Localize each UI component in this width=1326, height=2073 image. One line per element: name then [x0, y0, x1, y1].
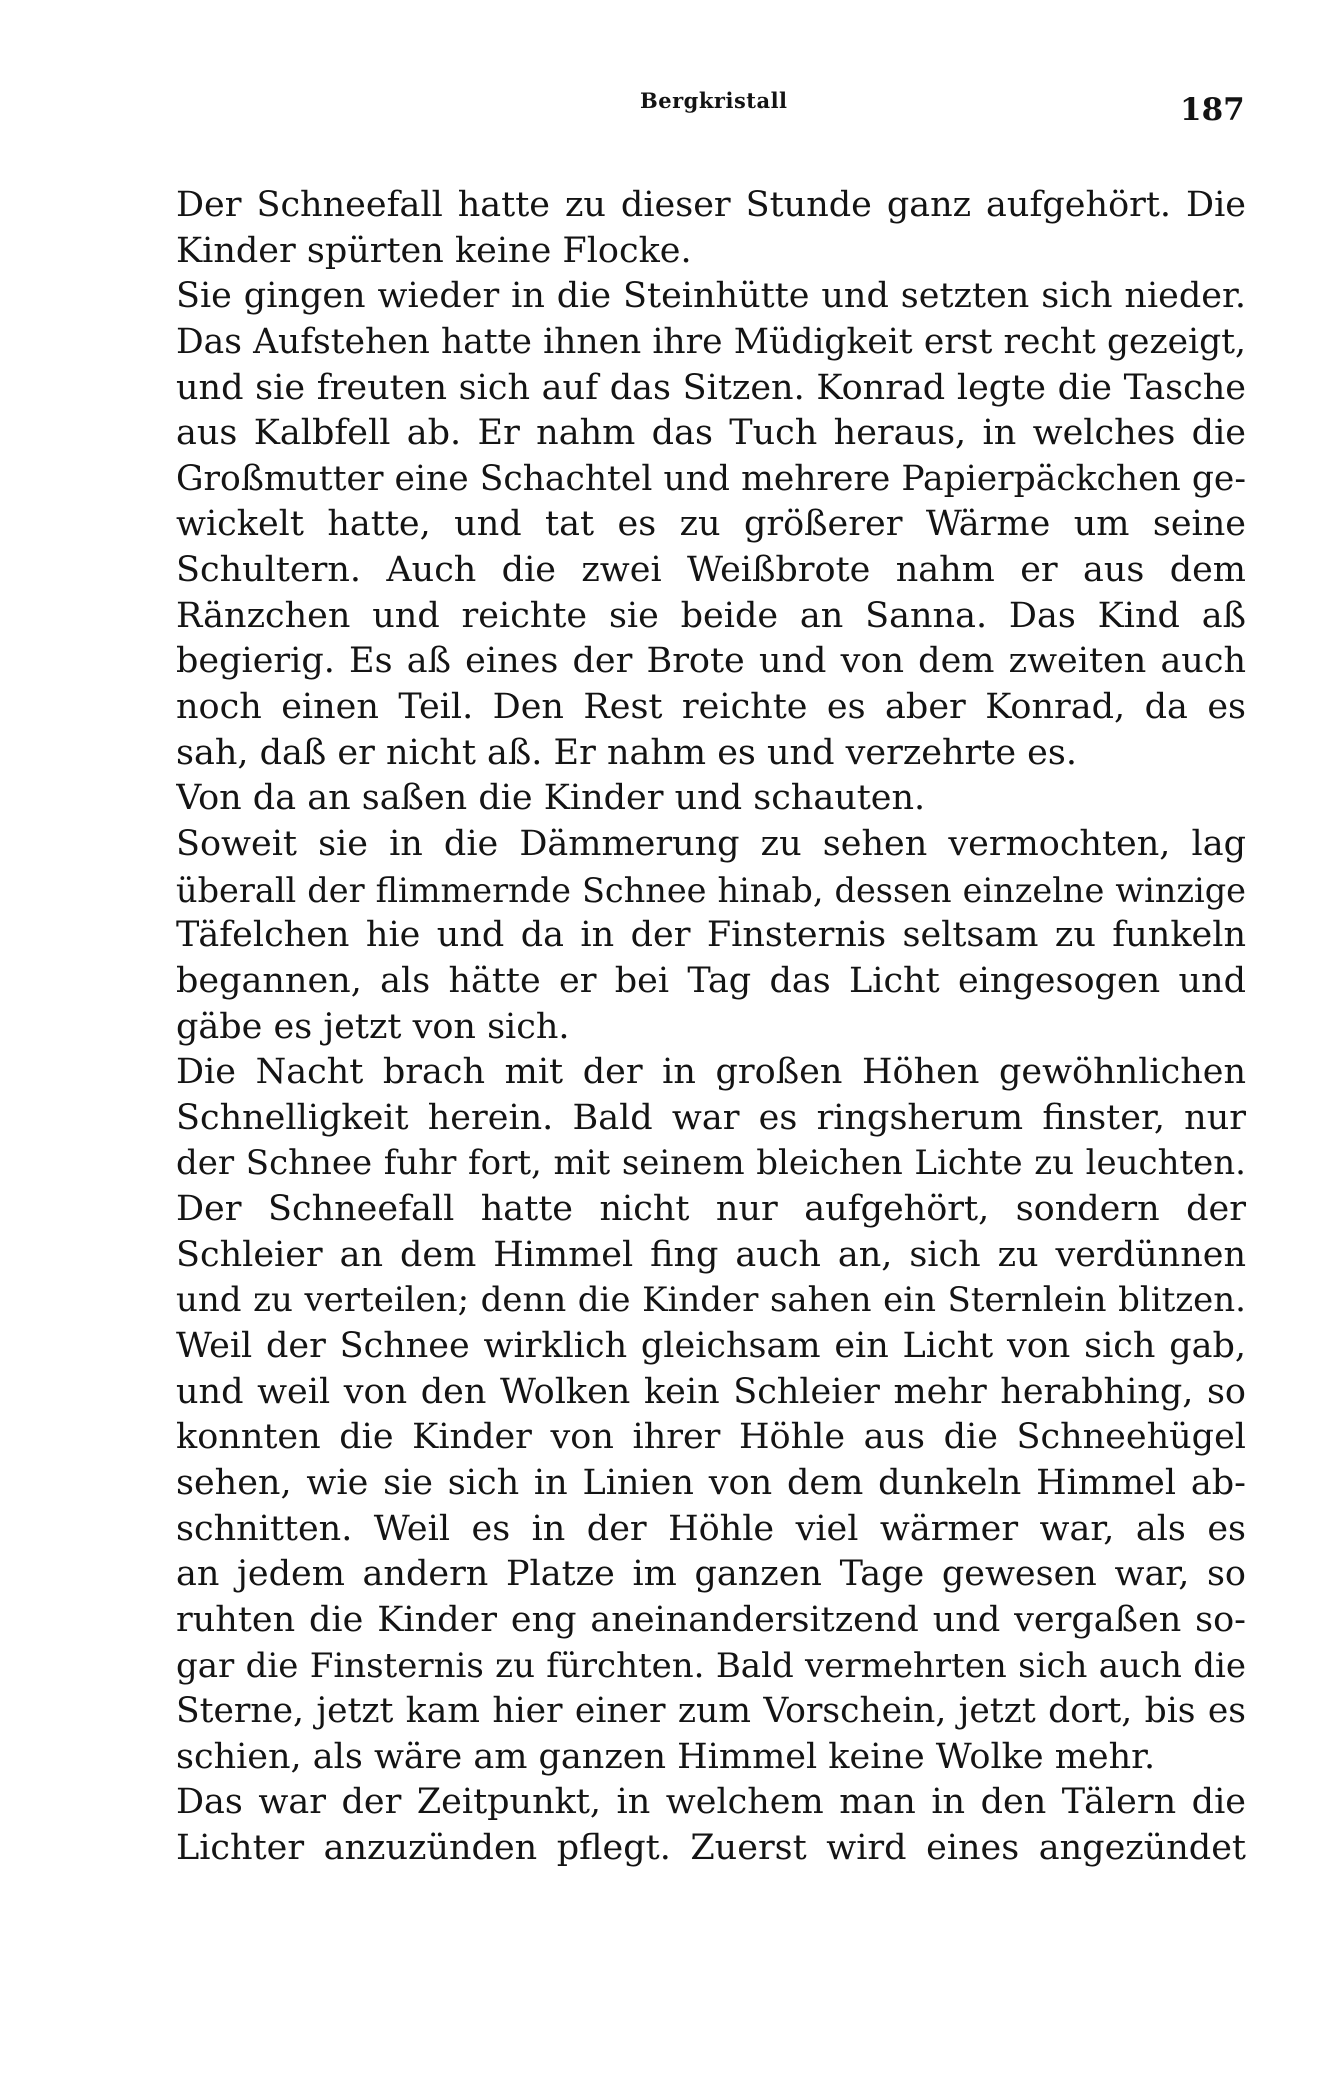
text-line: Die Nacht brach mit der in großen Höhen gewöhnlichen: [176, 1052, 1246, 1093]
text-line: Schleier an dem Himmel fing auch an, sich zu verdünnen: [176, 1234, 1246, 1275]
text-line: Das Aufstehen hatte ihnen ihre Müdigkeit erst recht gezeigt,: [176, 321, 1246, 362]
text-line: wickelt hatte, und tat es zu größerer Wärme um seine: [176, 504, 1246, 545]
text-line: Weil der Schnee wirklich gleichsam ein Licht von sich gab,: [176, 1326, 1246, 1367]
text-line: Soweit sie in die Dämmerung zu sehen vermochten, lag: [176, 823, 1246, 864]
text-line: Lichter anzuzünden pflegt. Zuerst wird eines angezündet: [176, 1828, 1246, 1869]
text-line: der Schnee fuhr fort, mit seinem bleichen Lichte zu leuchten.: [176, 1143, 1246, 1184]
text-line: und weil von den Wolken kein Schleier mehr herabhing, so: [176, 1371, 1246, 1412]
text-line: Der Schneefall hatte nicht nur aufgehört, sondern der: [176, 1189, 1246, 1230]
text-line: begierig. Es aß eines der Brote und von dem zweiten auch: [176, 641, 1246, 682]
text-line: schnitten. Weil es in der Höhle viel wärmer war, als es: [176, 1508, 1246, 1549]
text-line: schien, als wäre am ganzen Himmel keine Wolke mehr.: [176, 1736, 1156, 1777]
text-line: gar die Finsternis zu fürchten. Bald vermehrten sich auch die: [176, 1645, 1246, 1686]
text-line: sah, daß er nicht aß. Er nahm es und verzehrte es.: [176, 732, 1077, 773]
text-line: überall der flimmernde Schnee hinab, dessen einzelne winzige: [176, 870, 1246, 910]
text-line: Großmutter eine Schachtel und mehrere Papierpäckchen ge-: [176, 458, 1246, 499]
text-line: konnten die Kinder von ihrer Höhle aus die Schneehügel: [176, 1417, 1246, 1458]
text-line: Schnelligkeit herein. Bald war es ringsherum finster, nur: [176, 1097, 1246, 1138]
text-line: Ränzchen und reichte sie beide an Sanna. Das Kind aß: [176, 595, 1246, 636]
text-line: Sterne, jetzt kam hier einer zum Vorschein, jetzt dort, bis es: [176, 1691, 1246, 1732]
body-text: [176, 183, 1246, 1872]
text-line: Von da an saßen die Kinder und schauten.: [176, 778, 926, 819]
text-line: an jedem andern Platze im ganzen Tage gewesen war, so: [176, 1554, 1246, 1595]
text-line: Der Schneefall hatte zu dieser Stunde ganz aufgehört. Die: [176, 185, 1246, 225]
text-line: sehen, wie sie sich in Linien von dem dunkeln Himmel ab-: [176, 1462, 1246, 1503]
text-line: und sie freuten sich auf das Sitzen. Konrad legte die Tasche: [176, 367, 1246, 408]
text-line: Täfelchen hie und da in der Finsternis seltsam zu funkeln: [176, 915, 1246, 956]
text-line: und zu verteilen; denn die Kinder sahen ein Sternlein blitzen.: [176, 1280, 1246, 1321]
text-line: ruhten die Kinder eng aneinandersitzend und vergaßen so-: [176, 1599, 1246, 1640]
running-title: Bergkristall: [640, 88, 788, 113]
text-line: noch einen Teil. Den Rest reichte es aber Konrad, da es: [176, 687, 1246, 728]
text-line: aus Kalbfell ab. Er nahm das Tuch heraus, in welches die: [176, 413, 1246, 454]
text-line: gäbe es jetzt von sich.: [176, 1006, 570, 1047]
text-line: Schultern. Auch die zwei Weißbrote nahm er aus dem: [176, 550, 1246, 591]
text-line: begannen, als hätte er bei Tag das Licht eingesogen und: [176, 960, 1246, 1001]
text-line: Kinder spürten keine Flocke.: [176, 230, 692, 271]
text-line: Sie gingen wieder in die Steinhütte und setzten sich nieder.: [176, 276, 1246, 317]
page-number: 187: [1180, 92, 1245, 128]
text-line: Das war der Zeitpunkt, in welchem man in den Tälern die: [176, 1782, 1246, 1823]
